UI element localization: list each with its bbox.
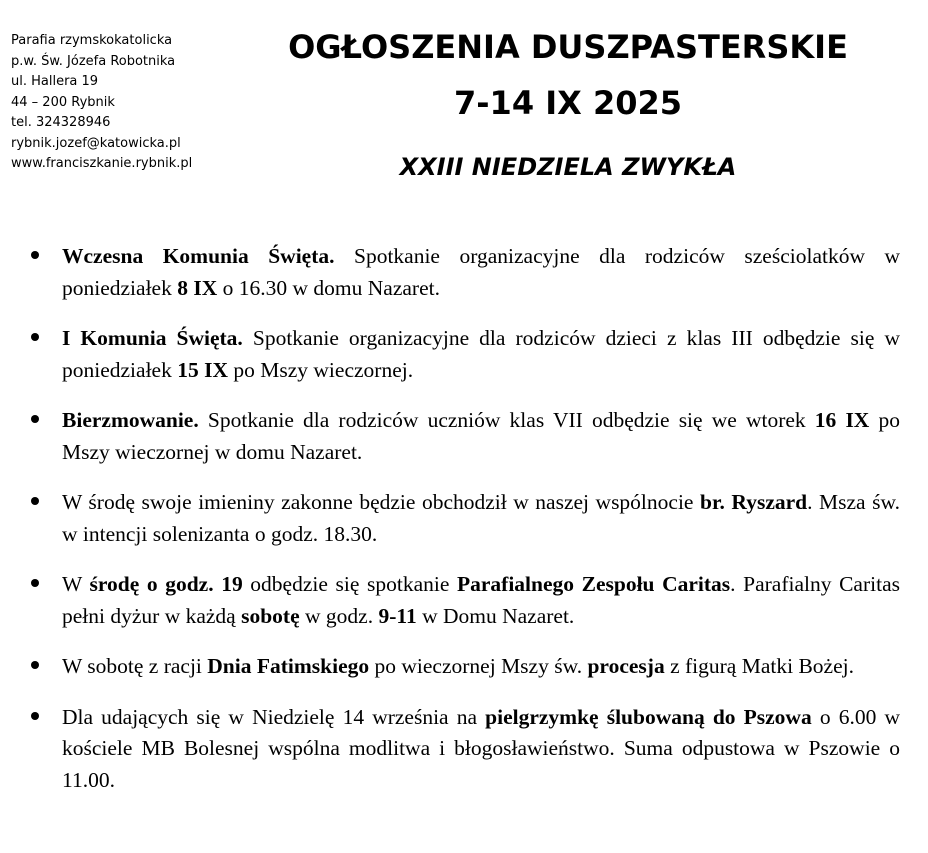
announcement-text: Spotkanie organizacyjne dla rodziców sześciolatków w poniedziałek <box>62 244 901 300</box>
announcement-date: 8 IX <box>177 275 218 300</box>
announcement-date: 16 IX <box>814 408 870 432</box>
bullet-icon <box>31 333 39 341</box>
date-range: 7-14 IX 2025 <box>454 84 682 122</box>
parish-website: www.franciszkanie.rybnik.pl <box>11 156 193 171</box>
announcement-text: W środę swoje imieniny zakonne będzie obchodził w naszej wspólnocie <box>62 490 700 514</box>
parish-patron: p.w. Św. Józefa Robotnika <box>11 53 176 69</box>
bullet-icon <box>31 497 39 505</box>
announcement-first-communion <box>27 323 900 386</box>
bullet-icon <box>31 251 39 259</box>
parish-street: ul. Hallera 19 <box>11 74 99 89</box>
announcement-text: z figurą Matki Bożej. <box>664 654 854 678</box>
bullet-icon <box>31 712 39 720</box>
announcement-emphasis: Parafialnego Zespołu Caritas <box>456 572 731 596</box>
announcement-text: po Mszy wieczornej w domu Nazaret. <box>62 408 900 464</box>
announcement-emphasis: br. Ryszard <box>700 490 808 514</box>
announcement-text: . Msza św. w intencji solenizanta o godz. 18.30. <box>62 490 900 546</box>
document-header <box>250 26 886 182</box>
announcement-date: 15 IX <box>177 357 228 382</box>
announcement-fatima-day <box>27 651 900 683</box>
parish-email: rybnik.jozef@katowicka.pl <box>11 135 181 151</box>
parish-name: Parafia rzymskokatolicka <box>11 33 173 48</box>
announcement-confirmation <box>27 405 900 468</box>
announcement-text: Dla udających się w Niedzielę 14 września na <box>62 704 486 729</box>
announcement-text: W sobotę z racji <box>62 654 208 678</box>
parish-address-block <box>11 31 241 175</box>
parish-city: 44 – 200 Rybnik <box>11 94 115 110</box>
announcement-text: o 6.00 w kościele MB Bolesnej wspólna modlitwa i błogosławieństwo. Suma odpustowa w Pszowie o 11.00. <box>62 704 900 792</box>
announcement-emphasis: środę o godz. 19 <box>89 572 243 596</box>
parish-phone: tel. 324328946 <box>11 115 111 130</box>
announcement-emphasis: 9-11 <box>378 603 417 628</box>
announcement-emphasis: procesja <box>587 654 665 678</box>
announcement-early-communion <box>27 241 900 304</box>
announcement-caritas <box>27 569 900 632</box>
announcement-text: po wieczornej Mszy św. <box>369 654 588 678</box>
announcement-text: Spotkanie dla rodziców uczniów klas VII odbędzie się we wtorek <box>198 408 815 432</box>
announcement-emphasis: pielgrzymkę ślubowaną do Pszowa <box>485 704 812 729</box>
announcement-text: Spotkanie organizacyjne dla rodziców dzieci z klas III odbędzie się w poniedziałek <box>62 326 900 382</box>
announcement-name-day <box>27 487 900 550</box>
announcement-pilgrimage <box>27 702 900 797</box>
announcement-emphasis: Dnia Fatimskiego <box>207 654 370 678</box>
announcement-text: o 16.30 w domu Nazaret. <box>217 275 440 300</box>
announcement-text: po Mszy wieczornej. <box>228 357 414 382</box>
bullet-icon <box>31 661 39 669</box>
announcement-text: w Domu Nazaret. <box>416 603 575 628</box>
announcement-heading: Bierzmowanie. <box>62 408 199 432</box>
announcement-text: . Parafialny Caritas pełni dyżur w każdą <box>62 572 900 628</box>
liturgical-sunday: XXIII NIEDZIELA ZWYKŁA <box>399 153 737 181</box>
announcement-heading: I Komunia Święta. <box>62 326 243 350</box>
announcement-text: w godz. <box>299 603 379 628</box>
announcements-list <box>27 241 900 815</box>
announcement-heading: Wczesna Komunia Święta. <box>62 244 335 268</box>
announcement-text: W <box>62 572 90 596</box>
announcement-emphasis: sobotę <box>241 603 300 628</box>
document-title: OGŁOSZENIA DUSZPASTERSKIE <box>288 28 848 66</box>
bullet-icon <box>31 415 39 423</box>
bullet-icon <box>31 579 39 587</box>
announcement-text: odbędzie się spotkanie <box>242 572 457 596</box>
